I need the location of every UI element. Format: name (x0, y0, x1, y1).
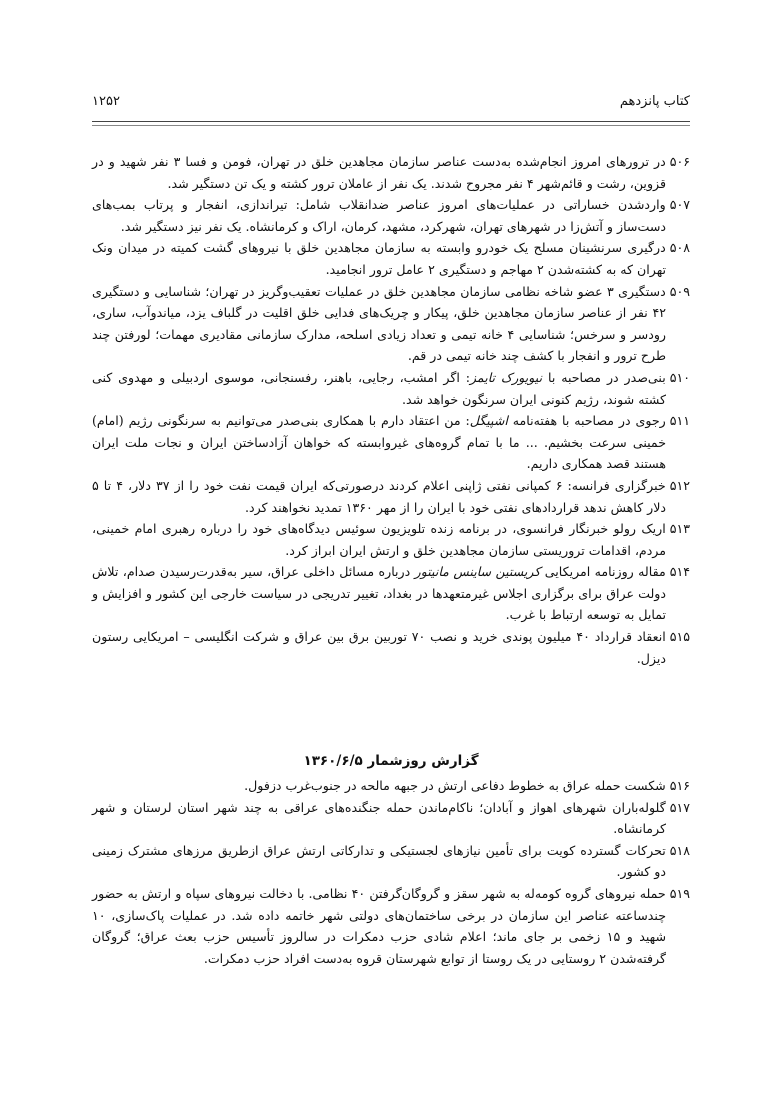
item-text: تحرکات گسترده کویت برای تأمین نیازهای لجستیکی و تدارکاتی ارتش عراق ازطریق مرزهای مشترک زمینی دو کشور. (92, 842, 666, 880)
chronology-item (92, 518, 690, 561)
item-text: : اگر امشب، رجایی، باهنر، رفسنجانی، موسوی اردبیلی و مهدوی کنی کشته شوند، رژیم کنونی ایران سرنگون خواهد شد. (92, 369, 666, 407)
item-text: واردشدن خساراتی در عملیات‌های امروز عناصر ضدانقلاب شامل: تیراندازی، انفجار و پرتاب بمب‌های دست‌ساز و آتش‌زا در شهرهای تهران، شهرکرد، مشهد، کرمان، اراک و کرمانشاه. یک نفر نیز دستگیر شد. (92, 197, 666, 234)
item-number: ۵۱۹ (669, 885, 690, 901)
item-text: خبرگزاری فرانسه: ۶ کمپانی نفتی ژاپنی اعلام کردند درصورتی‌که ایران قیمت نفت خود را از ۳۷ دلار، ۴ تا ۵ دلار کاهش ندهد قراردادهای نفتی خود با ایران را از مهر ۱۳۶۰ تمدید نخواهند کرد. (92, 477, 666, 515)
chronology-item (92, 883, 690, 969)
section-heading: گزارش روزشمار ۱۳۶۰/۶/۵ (303, 753, 479, 769)
item-text: درباره مسائل داخلی عراق، سیر به‌قدرت‌رسیدن صدام، تلاش دولت عراق برای برگزاری اجلاس غیرمتعهدها در بغداد، تغییر تدریجی در سیاست خارجی این کشور و افزایش و تمایل به توسعه ارتباط با غرب. (92, 564, 666, 623)
item-text: رجوی در مصاحبه با هفته‌نامه (507, 413, 666, 429)
item-text: مقاله روزنامه امریکایی (540, 564, 666, 580)
item-number: ۵۱۵ (669, 629, 691, 645)
item-text: انعقاد قرارداد ۴۰ میلیون پوندی خرید و نصب ۷۰ توربین برق بین عراق و شرکت انگلیسی – امریکایی رستون دیزل. (92, 629, 666, 666)
item-number: ۵۱۱ (669, 413, 690, 429)
item-number: ۵۱۲ (669, 477, 690, 493)
chronology-item (92, 797, 690, 840)
chronology-list-before (92, 151, 690, 669)
item-number: ۵۰۶ (669, 154, 690, 169)
chronology-item (92, 281, 690, 367)
item-text: شکست حمله عراق به خطوط دفاعی ارتش در جبهه مالحه در جنوب‌غرب دزفول. (244, 778, 666, 793)
item-number: ۵۱۰ (669, 369, 690, 385)
item-text-italic: کریستین ساینس مانیتور (414, 564, 541, 580)
item-number: ۵۱۴ (669, 564, 691, 580)
page-number: ۱۲۵۲ (92, 93, 120, 109)
chronology-item (92, 237, 690, 280)
chronology-item (92, 410, 690, 475)
item-text: حمله نیروهای گروه کومه‌له به شهر سقز و گروگان‌گرفتن ۴۰ نظامی. با دخالت نیروهای سپاه و ارتش به حضور چندساعته عناصر این سازمان در برخی ساختمان‌های دولتی شهر خاتمه داده شد. در عملیات پاک‌سازی، ۱۰ شهید و ۱۵ زخمی بر جای ماند؛ اعلام شادی حزب دمکرات در سالروز تأسیس حزب بعث عراق؛ گروگان گرفته‌شدن ۲ روستایی در یک روستا از توابع شهرستان قروه به‌دست افراد حزب دمکرات. (92, 885, 667, 966)
item-text: : من اعتقاد دارم با همکاری بنی‌صدر می‌توانیم به سرنگونی رژیم (امام) خمینی سرعت بخشیم. ... ما با تمام گروه‌های غیروابسته که خواهان آزادساختن ایران و نجات ملت ایران هستند قصد همکاری داریم. (92, 413, 666, 472)
item-number: ۵۱۶ (669, 778, 690, 793)
chronology-item (92, 840, 690, 883)
item-number: ۵۰۸ (669, 240, 690, 256)
item-number: ۵۰۷ (669, 197, 690, 213)
chronology-item (92, 626, 690, 669)
item-text: دستگیری ۳ عضو شاخه نظامی سازمان مجاهدین خلق در عملیات تعقیب‌وگریز در تهران؛ شناسایی و دستگیری ۴۲ نفر از عناصر سازمان مجاهدین خلق، پیکار و چریک‌های فدایی خلق اقلیت در گلباف یزد، میاندوآب، ساری، رودسر و سرخس؛ شناسایی ۴ خانه تیمی و تعداد زیادی اسلحه، مدارک سازمانی مقادیری مهمات؛ لورفتن چند طرح ترور و انفجار با کشف چند خانه تیمی در قم. (92, 283, 666, 364)
chronology-item (92, 151, 690, 194)
chronology-item (92, 194, 690, 237)
book-title: کتاب پانزدهم (619, 93, 690, 109)
running-header (92, 90, 690, 112)
item-text: بنی‌صدر در مصاحبه با (542, 369, 666, 385)
chronology-list-after (92, 775, 690, 969)
item-text: گلوله‌باران شهرهای اهواز و آبادان؛ ناکام‌ماندن حمله جنگنده‌های عراقی به چند شهر استان لرستان و شهر کرمانشاه. (92, 799, 666, 837)
item-text-italic: نیویورک تایمز (469, 369, 543, 385)
item-number: ۵۱۷ (669, 799, 690, 815)
chronology-item (92, 475, 690, 518)
item-text: اریک رولو خبرنگار فرانسوی، در برنامه زنده تلویزیون سوئیس دیدگاه‌های خود را درباره رهبری امام خمینی، مردم، اقدامات تروریستی سازمان مجاهدین خلق و ارتش ایران ابراز کرد. (92, 521, 666, 558)
item-number: ۵۰۹ (669, 283, 690, 299)
item-text: درگیری سرنشینان مسلح یک خودرو وابسته به سازمان مجاهدین خلق با نیروهای گشت کمیته در میدان ونک تهران که به کشته‌شدن ۲ مهاجم و دستگیری ۲ عامل ترور انجامید. (92, 240, 666, 277)
item-number: ۵۱۸ (669, 842, 690, 858)
header-rule (92, 121, 690, 126)
chronology-item (92, 775, 690, 797)
item-number: ۵۱۳ (669, 521, 690, 537)
item-text: در ترورهای امروز انجام‌شده به‌دست عناصر سازمان مجاهدین خلق در تهران، فومن و فسا ۳ نفر شهید و در قزوین، رشت و قائم‌شهر ۴ نفر مجروح شدند. یک نفر از عاملان ترور کشته و یک تن دستگیر شد. (92, 154, 666, 191)
chronology-item (92, 367, 690, 410)
item-text-italic: اشپیگل (469, 413, 508, 429)
chronology-item (92, 561, 690, 626)
